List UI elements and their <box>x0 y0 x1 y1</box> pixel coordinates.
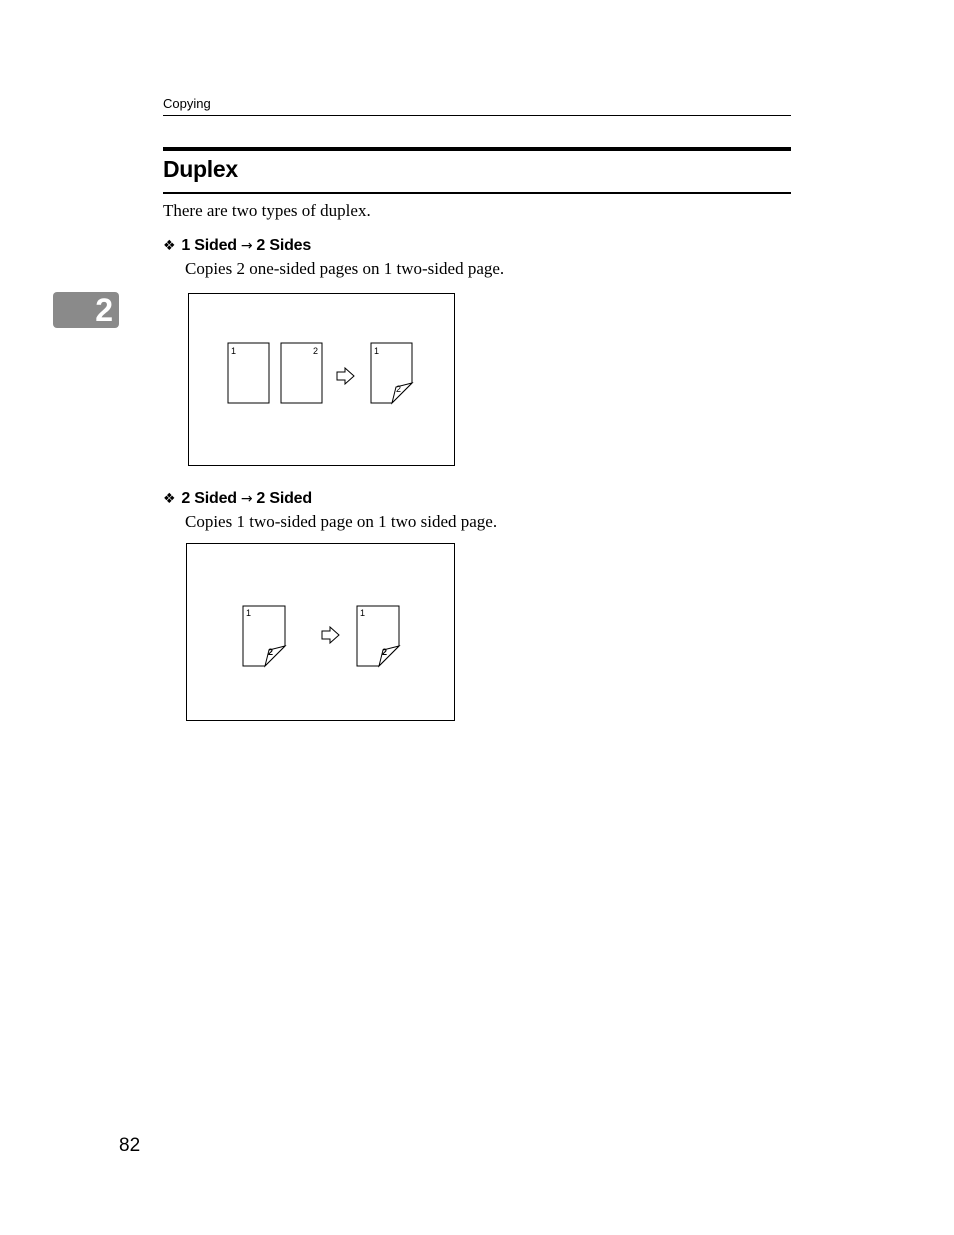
section-2-from: 2 Sided <box>181 490 237 507</box>
diamond-bullet-icon: ❖ <box>163 238 176 254</box>
original-page-back-number: 2 <box>268 647 274 657</box>
original-page-2 <box>281 343 322 403</box>
chapter-tab <box>53 292 119 328</box>
section-1-description: Copies 2 one-sided pages on 1 two-sided page. <box>185 259 505 278</box>
intro-text: There are two types of duplex. <box>163 201 371 220</box>
result-page-front-number: 1 <box>360 608 366 618</box>
title-rule-top <box>163 147 791 151</box>
section-2-description: Copies 1 two-sided page on 1 two sided page. <box>185 512 498 531</box>
page-number: 82 <box>119 1135 141 1156</box>
result-page-back-number: 2 <box>382 647 388 657</box>
title-rule-bottom <box>163 192 791 194</box>
figure-1-sided-to-2-sides <box>188 293 455 466</box>
original-page-1-number: 1 <box>231 346 237 356</box>
result-page-duplex <box>357 606 399 666</box>
section-1-to: 2 Sides <box>256 237 312 254</box>
section-2-to: 2 Sided <box>256 490 312 507</box>
page-title: Duplex <box>163 156 238 182</box>
diamond-bullet-icon: ❖ <box>163 491 176 507</box>
section-heading-1 <box>163 237 311 255</box>
running-header: Copying <box>163 96 211 111</box>
section-1-from: 1 Sided <box>181 237 237 254</box>
chapter-number: 2 <box>95 292 113 328</box>
header-rule <box>163 115 791 116</box>
hollow-arrow-icon <box>322 627 339 643</box>
result-page-back-number: 2 <box>396 384 402 394</box>
original-page-2-number: 2 <box>313 346 319 356</box>
result-page-front-number: 1 <box>374 346 380 356</box>
original-page-duplex <box>243 606 285 666</box>
right-arrow-icon: → <box>240 491 253 507</box>
hollow-arrow-icon <box>337 368 354 384</box>
right-arrow-icon: → <box>240 238 253 254</box>
figure-2-sided-to-2-sided <box>186 543 455 721</box>
result-page-duplex <box>371 343 412 403</box>
original-page-1 <box>228 343 269 403</box>
section-heading-2 <box>163 490 312 508</box>
original-page-front-number: 1 <box>246 608 252 618</box>
